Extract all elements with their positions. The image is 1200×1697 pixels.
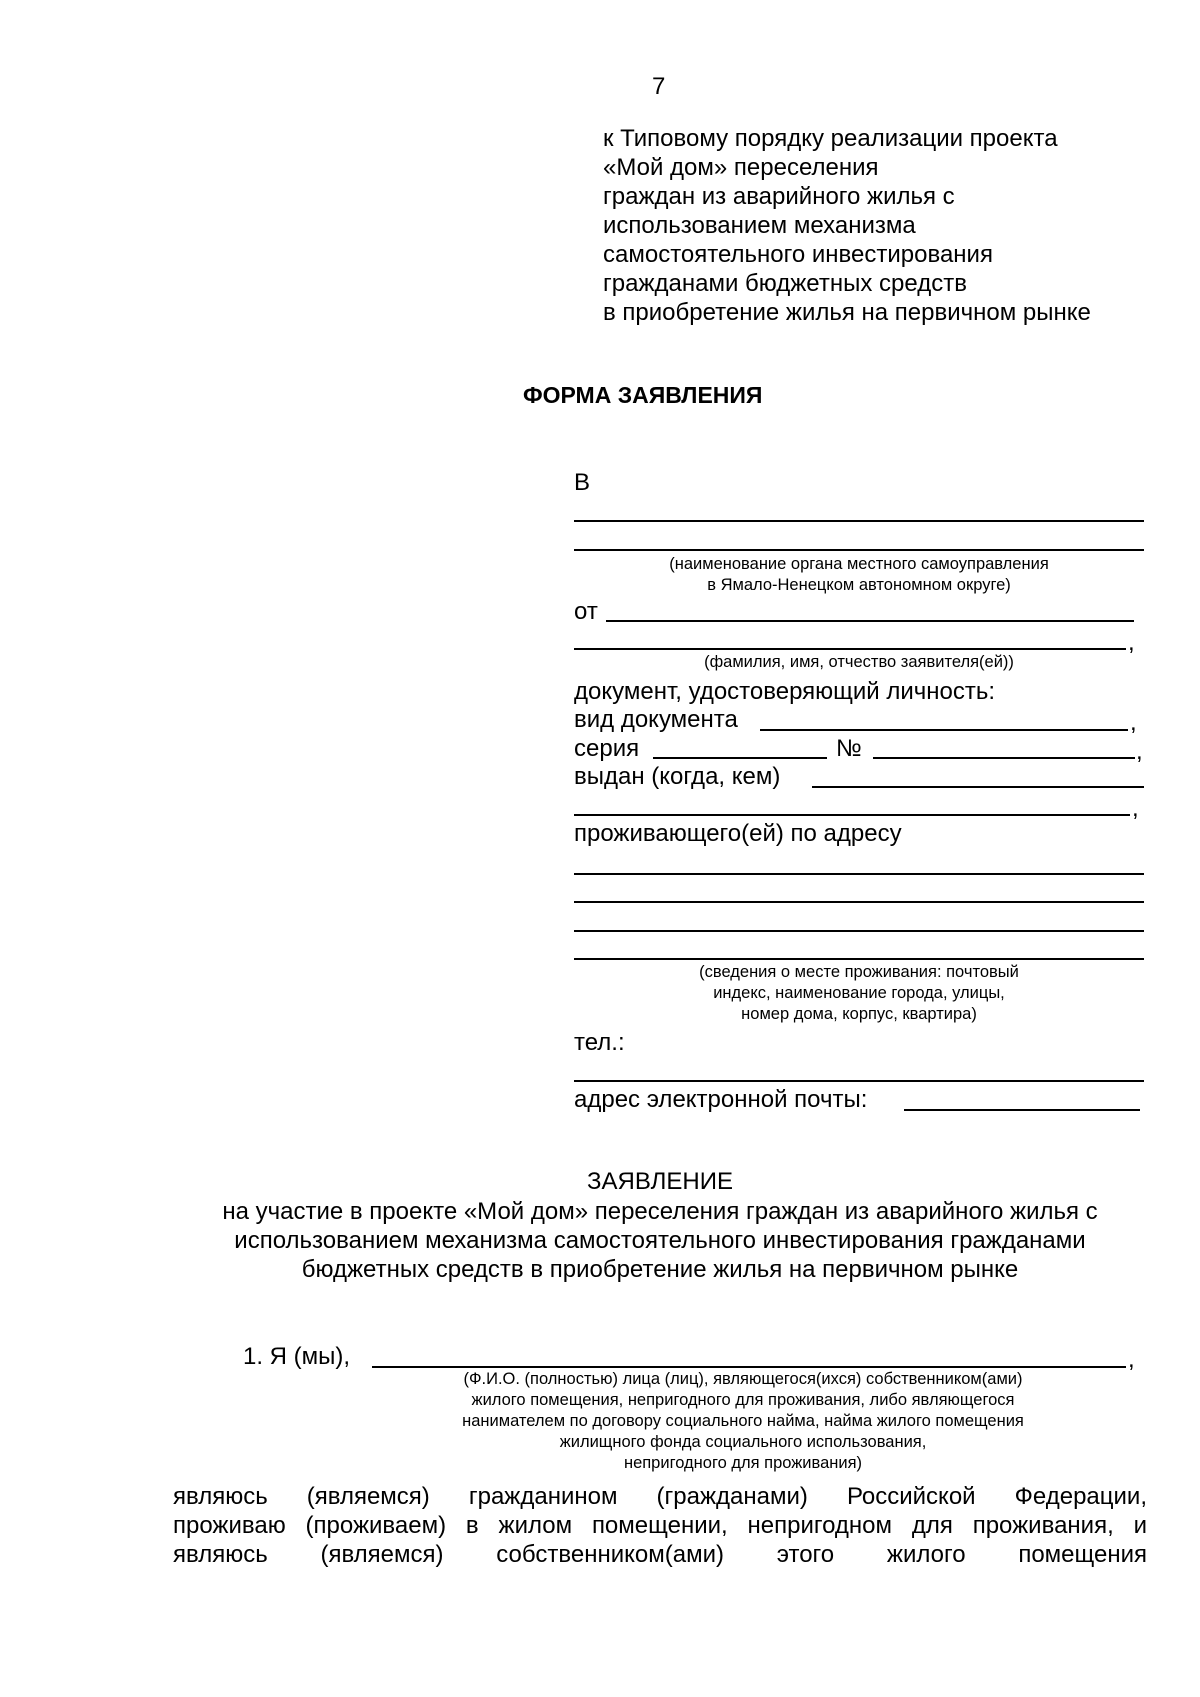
applicant-line-2 [574,648,1126,650]
doc-type-line [760,729,1128,731]
statement-subtitle-line: на участие в проекте «Мой дом» переселения граждан из аварийного жилья с [222,1198,1098,1225]
series-line [653,757,827,759]
authority-caption-line: в Ямало-Ненецком автономном округе) [707,576,1011,594]
appendix-line: использованием механизма [603,212,916,239]
appendix-line: к Типовому порядку реализации проекта [603,125,1058,152]
appendix-line: «Мой дом» переселения [603,154,879,181]
body-line: являюсь (являемся) собственником(ами) этого жилого помещения [173,1541,1147,1568]
email-line [904,1109,1140,1111]
series-label: серия [574,735,640,762]
item1-label: 1. Я (мы), [243,1343,351,1370]
number-comma: , [1136,738,1143,765]
authority-caption-line: (наименование органа местного самоуправления [669,555,1049,573]
address-line [574,930,1144,932]
phone-line [574,1080,1144,1082]
applicant-caption: (фамилия, имя, отчество заявителя(ей)) [704,653,1014,671]
address-caption-line: номер дома, корпус, квартира) [741,1005,977,1023]
statement-body [173,1482,1147,1569]
appendix-reference [603,124,1091,327]
number-label: № [836,735,862,762]
statement-subtitle-line: использованием механизма самостоятельного инвестирования гражданами [234,1227,1086,1254]
item1-caption-line: жилищного фонда социального использования, [559,1433,927,1451]
statement-title: ЗАЯВЛЕНИЕ [587,1168,733,1195]
doc-type-label: вид документа [574,706,738,733]
id-document-label: документ, удостоверяющий личность: [574,678,996,705]
item1-caption [376,1369,1110,1474]
issued-line-2 [574,814,1130,816]
appendix-line: гражданами бюджетных средств [603,270,967,297]
issued-line [812,786,1144,788]
item1-comma: , [1128,1346,1135,1373]
email-label: адрес электронной почты: [574,1086,868,1113]
item1-caption-line: жилого помещения, непригодного для проживания, либо являющегося [471,1391,1015,1409]
issued-label: выдан (когда, кем) [574,763,781,790]
phone-label: тел.: [574,1029,625,1056]
statement-subtitle-line: бюджетных средств в приобретение жилья на первичном рынке [301,1256,1019,1283]
residing-label: проживающего(ей) по адресу [574,820,902,847]
address-line [574,901,1144,903]
statement-subtitle [160,1197,1160,1284]
body-line: проживаю (проживаем) в жилом помещении, непригодном для проживания, и [173,1512,1147,1539]
appendix-line: в приобретение жилья на первичном рынке [603,299,1091,326]
page-number: 7 [652,73,666,100]
address-caption-line: (сведения о месте проживания: почтовый [699,963,1019,981]
doc-type-comma: , [1130,709,1137,736]
item1-caption-line: непригодного для проживания) [623,1454,863,1472]
address-line [574,958,1144,960]
body-line: являюсь (являемся) гражданином (гражданами) Российской Федерации, [173,1483,1147,1510]
issued-comma: , [1132,795,1139,822]
address-line [574,873,1144,875]
item1-line [372,1366,1126,1368]
to-label: В [574,469,591,496]
authority-caption [574,554,1144,596]
from-label: от [574,598,598,625]
authority-line-2 [574,549,1144,551]
number-line [873,757,1135,759]
address-caption-line: индекс, наименование города, улицы, [713,984,1005,1002]
applicant-line [606,620,1134,622]
form-title: ФОРМА ЗАЯВЛЕНИЯ [523,382,763,408]
address-caption [574,962,1144,1025]
item1-caption-line: (Ф.И.О. (полностью) лица (лиц), являющегося(ихся) собственником(ами) [463,1370,1023,1388]
appendix-line: самостоятельного инвестирования [603,241,993,268]
authority-line [574,520,1144,522]
appendix-line: граждан из аварийного жилья с [603,183,955,210]
applicant-comma: , [1128,629,1135,656]
item1-caption-line: нанимателем по договору социального найма, найма жилого помещения [462,1412,1024,1430]
